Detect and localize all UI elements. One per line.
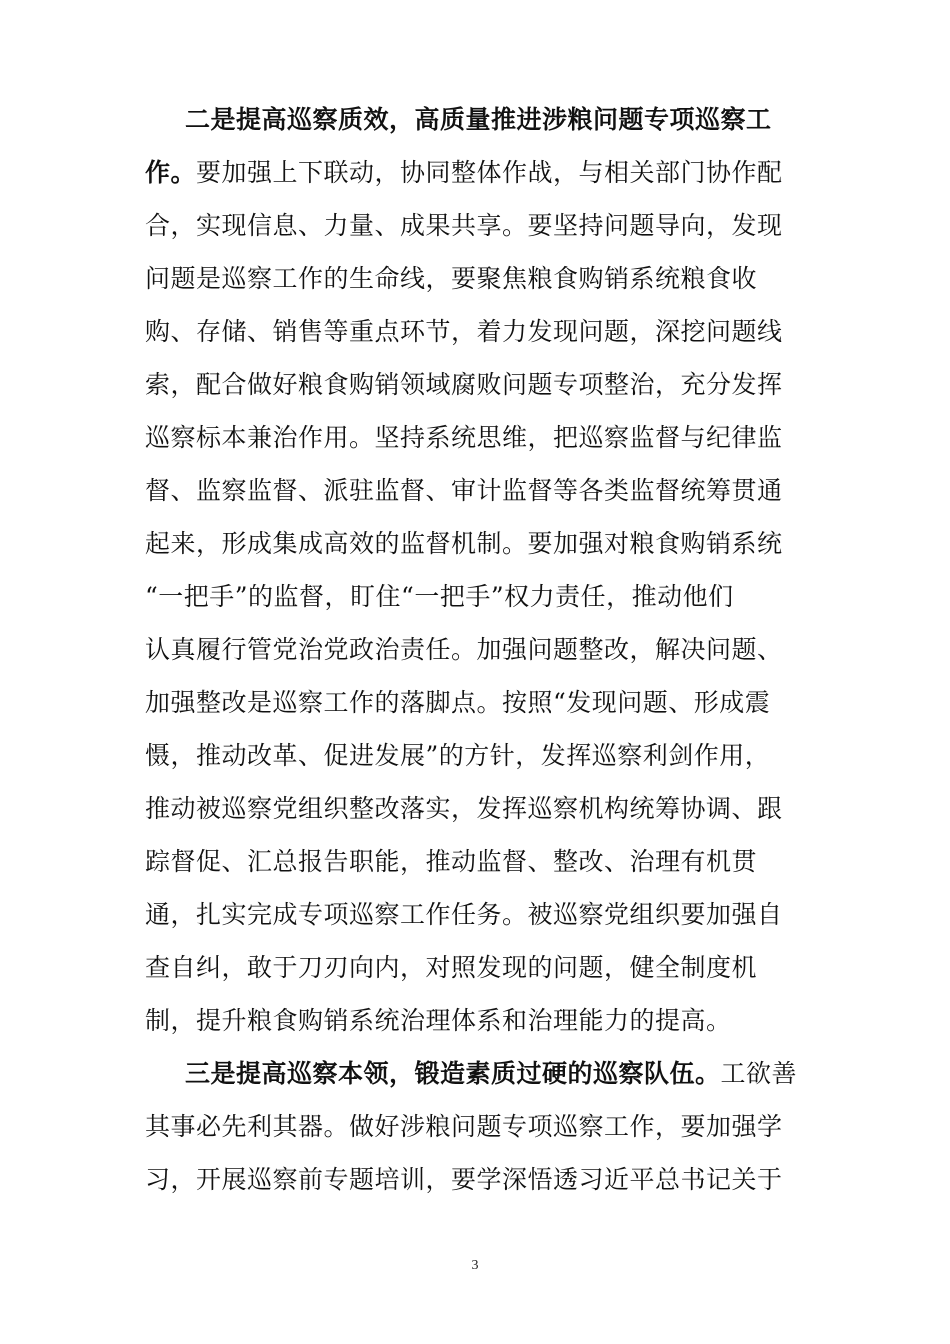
- paragraph-2-line-9: “一把手”的监督，盯住“一把手”权力责任，推动他们: [145, 582, 734, 611]
- paragraph-2-line-8: 起来，形成集成高效的监督机制。要加强对粮食购销系统: [145, 529, 783, 558]
- heading-2-end: 作。: [145, 158, 197, 187]
- paragraph-2-line-17: 制，提升粮食购销系统治理体系和治理能力的提高。: [145, 1006, 732, 1035]
- paragraph-2-line-5: 索，配合做好粮食购销领域腐败问题专项整治，充分发挥: [145, 370, 783, 399]
- paragraph-2-line-11: 加强整改是巡察工作的落脚点。按照“发现问题、形成震: [145, 688, 771, 717]
- paragraph-2-line-6: 巡察标本兼治作用。坚持系统思维，把巡察监督与纪律监: [145, 423, 783, 452]
- paragraph-3-line-2: 其事必先利其器。做好涉粮问题专项巡察工作，要加强学: [145, 1112, 783, 1141]
- paragraph-2-line-16: 查自纠，敢于刀刃向内，对照发现的问题，健全制度机: [145, 953, 758, 982]
- paragraph-2-line-7: 督、监察监督、派驻监督、审计监督等各类监督统筹贯通: [145, 476, 783, 505]
- paragraph-2-line-15: 通，扎实完成专项巡察工作任务。被巡察党组织要加强自: [145, 900, 783, 929]
- heading-2-text: 二是提高巡察质效，高质量推进涉粮问题专项巡察工: [185, 105, 772, 134]
- paragraph-2-line-13: 推动被巡察党组织整改落实，发挥巡察机构统筹协调、跟: [145, 794, 783, 823]
- paragraph-heading-3: [185, 1054, 809, 1094]
- body-text: 工欲善: [720, 1059, 798, 1088]
- heading-3-text: 三是提高巡察本领，锻造素质过硬的巡察队伍。: [185, 1059, 721, 1088]
- paragraph-2-line-3: 问题是巡察工作的生命线，要聚焦粮食购销系统粮食收: [145, 264, 758, 293]
- body-text: 要加强上下联动，协同整体作战，与相关部门协作配: [196, 158, 783, 187]
- paragraph-2-line-1: [145, 153, 809, 193]
- page-number: 3: [471, 1258, 479, 1273]
- paragraph-2-line-4: 购、存储、销售等重点环节，着力发现问题，深挖问题线: [145, 317, 783, 346]
- paragraph-2-line-12: 慑，推动改革、促进发展”的方针，发挥巡察利剑作用，: [145, 741, 771, 770]
- paragraph-2-line-10: 认真履行管党治党政治责任。加强问题整改，解决问题、: [145, 635, 783, 664]
- paragraph-3-line-3: 习，开展巡察前专题培训，要学深悟透习近平总书记关于: [145, 1165, 783, 1194]
- paragraph-2-line-14: 踪督促、汇总报告职能，推动监督、整改、治理有机贯: [145, 847, 758, 876]
- paragraph-2-line-2: 合，实现信息、力量、成果共享。要坚持问题导向，发现: [145, 211, 783, 240]
- paragraph-heading-2: [185, 100, 809, 140]
